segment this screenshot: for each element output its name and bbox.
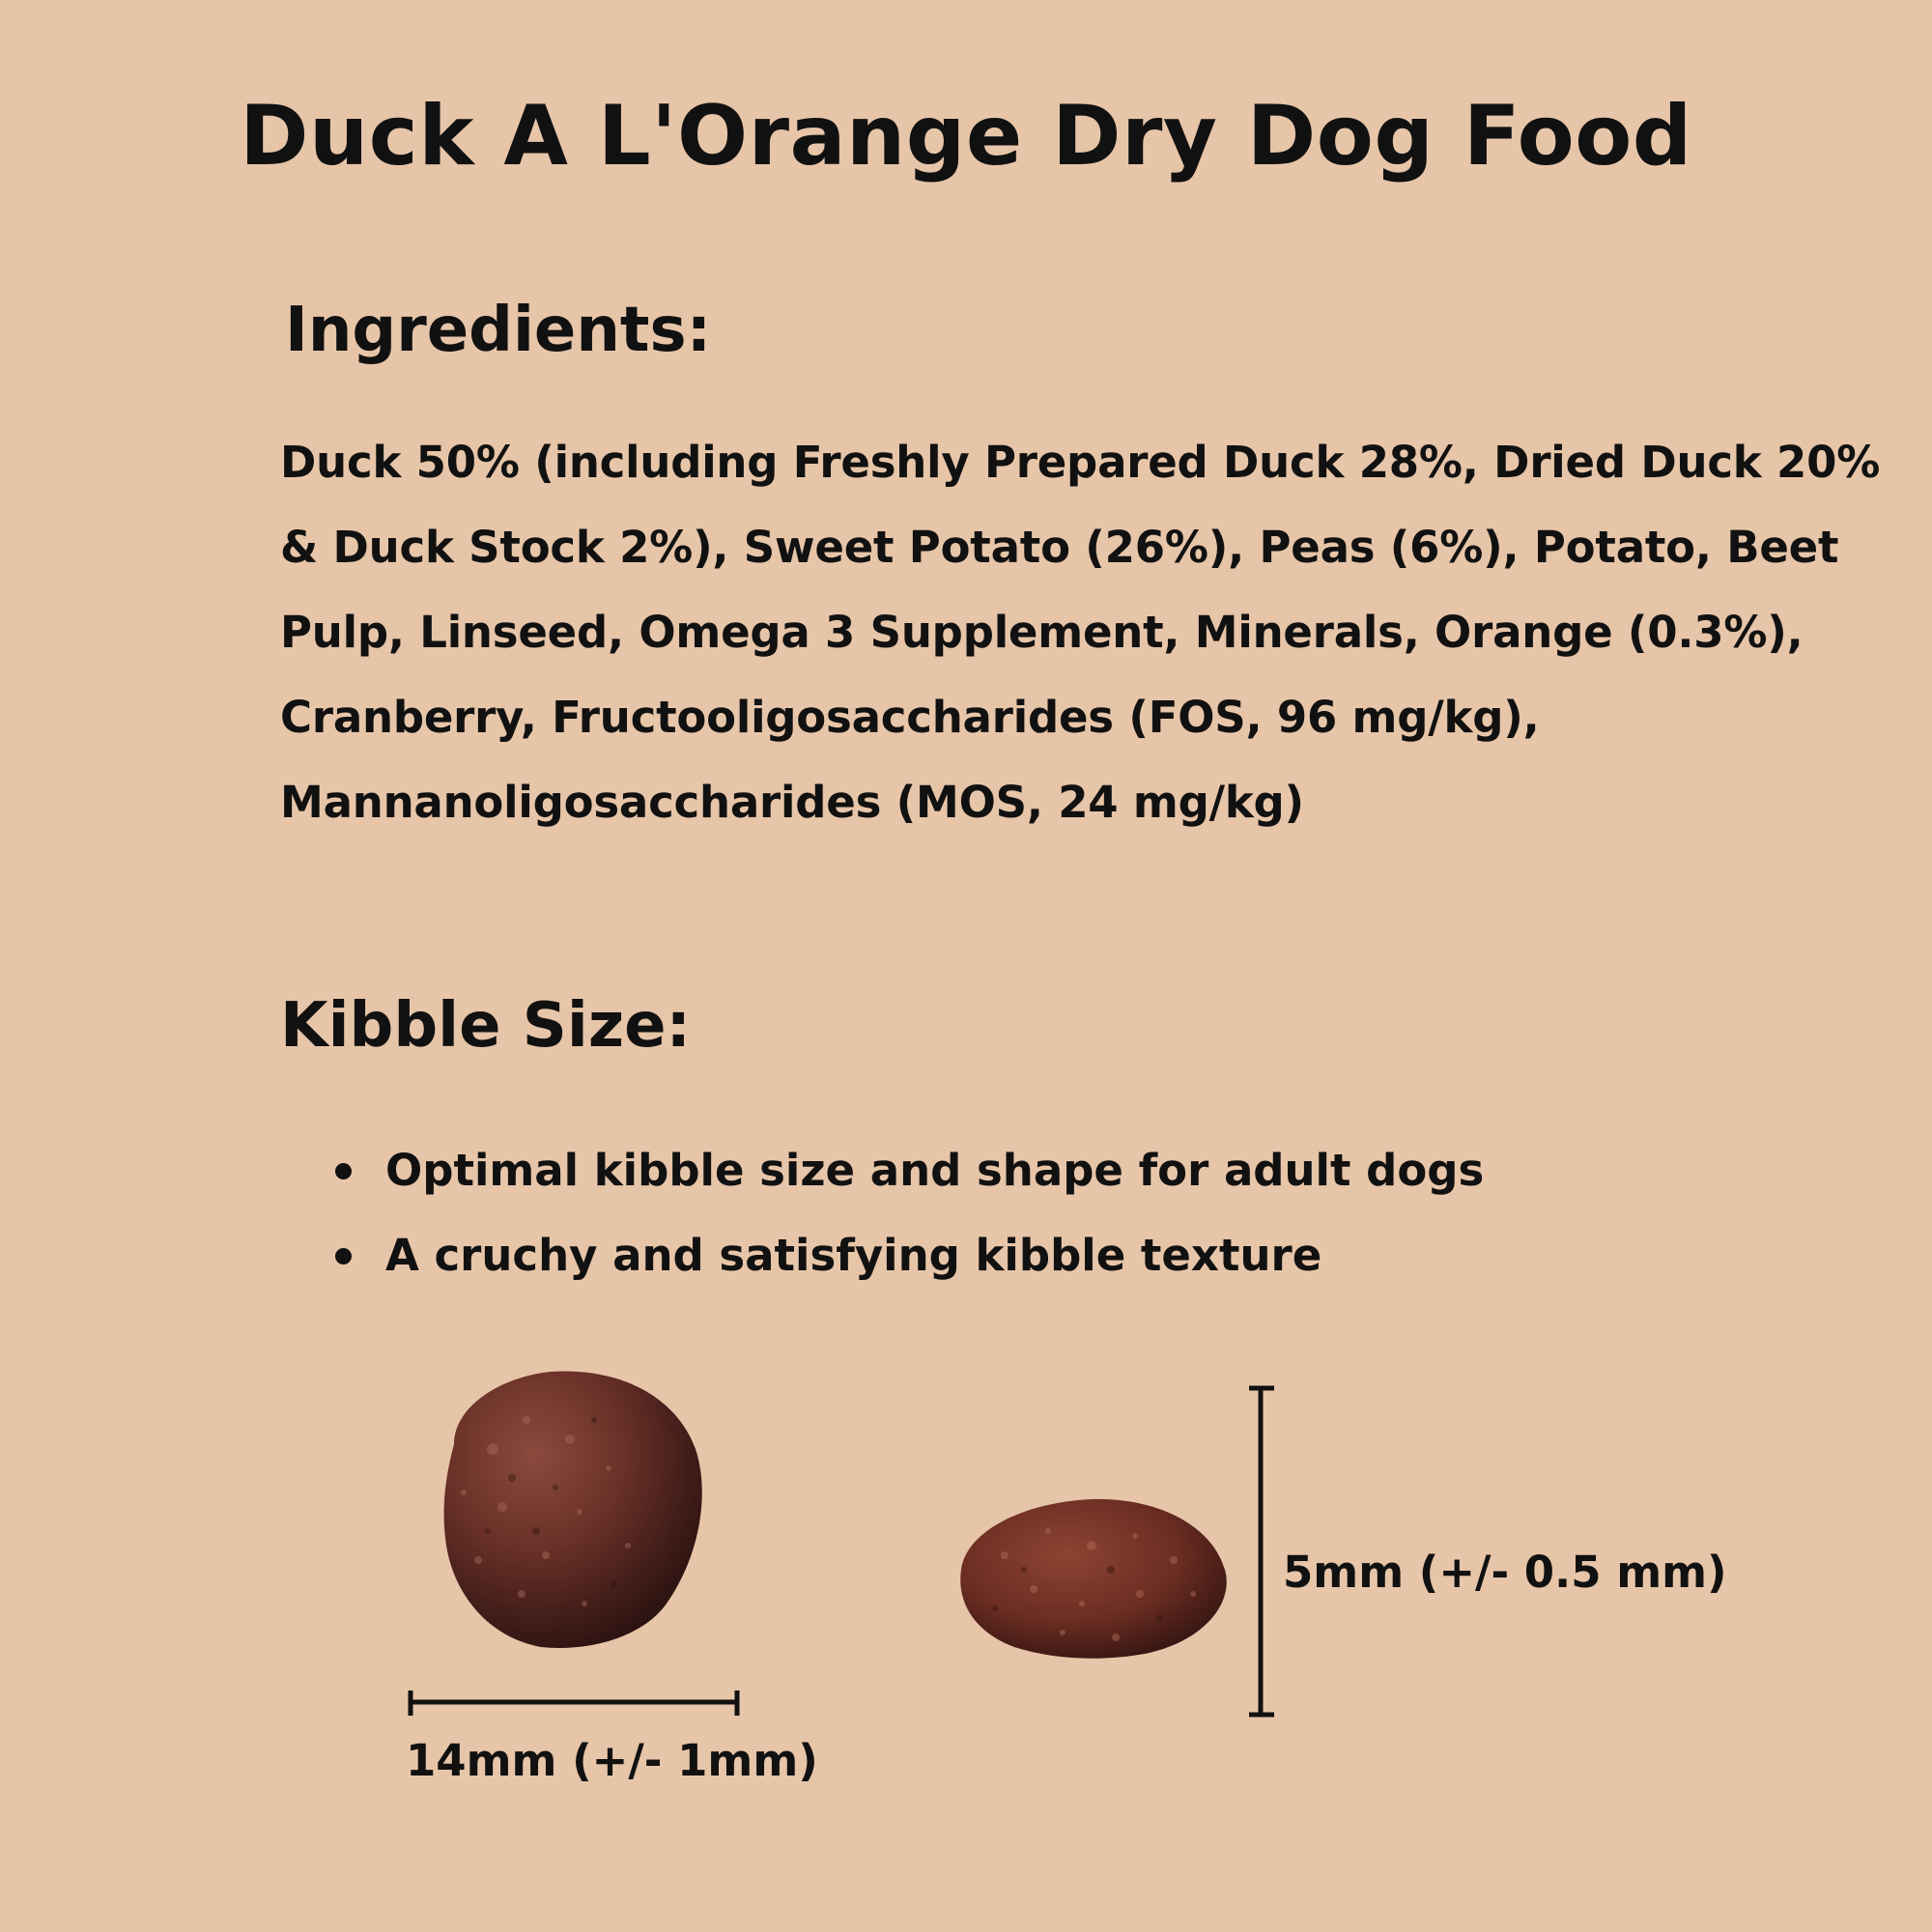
bullet-dot-icon (335, 1248, 352, 1264)
ingredients-line: Cranberry, Fructooligosaccharides (FOS, 96 mg/kg), (280, 692, 1540, 743)
kibble-feature-text: Optimal kibble size and shape for adult dogs (385, 1145, 1485, 1196)
page-title: Duck A L'Orange Dry Dog Food (240, 88, 1692, 185)
ingredients-list (280, 420, 1881, 845)
bullet-dot-icon (335, 1163, 352, 1179)
ingredients-line: Pulp, Linseed, Omega 3 Supplement, Minerals, Orange (0.3%), (280, 607, 1804, 658)
kibble-feature-item (324, 1225, 1484, 1310)
ingredients-line: & Duck Stock 2%), Sweet Potato (26%), Peas (6%), Potato, Beet (280, 522, 1839, 573)
kibble-top-view-image (444, 1371, 702, 1647)
ingredients-line: Mannanoligosaccharides (MOS, 24 mg/kg) (280, 777, 1304, 828)
kibble-size-heading: Kibble Size: (280, 990, 692, 1062)
kibble-width-label: 14mm (+/- 1mm) (406, 1735, 818, 1786)
kibble-feature-list (324, 1140, 1484, 1310)
kibble-feature-item (324, 1140, 1484, 1225)
kibble-height-label: 5mm (+/- 0.5 mm) (1283, 1547, 1727, 1598)
kibble-side-view-image (960, 1499, 1227, 1659)
kibble-feature-text: A cruchy and satisfying kibble texture (385, 1230, 1322, 1281)
ingredients-heading: Ingredients: (285, 295, 712, 366)
ingredients-line: Duck 50% (including Freshly Prepared Duck 28%, Dried Duck 20% (280, 437, 1881, 488)
height-scale-bar (1249, 1388, 1274, 1715)
width-scale-bar (411, 1690, 737, 1716)
